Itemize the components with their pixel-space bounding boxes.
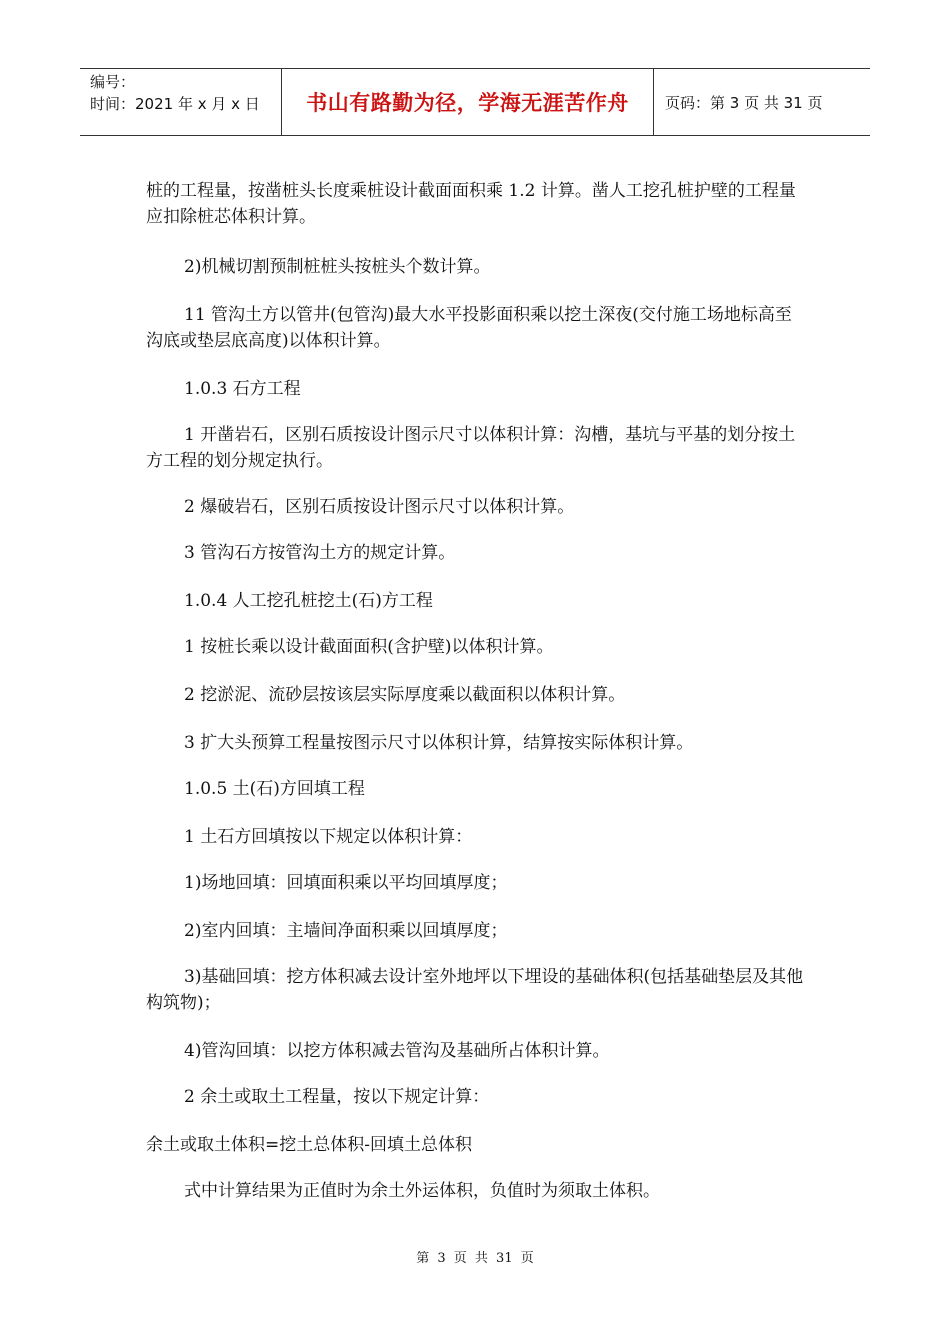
paragraph: 3 管沟石方按管沟土方的规定计算。 [184, 543, 456, 563]
page-footer [0, 1247, 950, 1266]
paragraph: 11 管沟土方以管井(包管沟)最大水平投影面积乘以挖土深夜(交付施工场地标高至沟底或垫层底高度)以体积计算。 [146, 305, 792, 351]
paragraph: 2 余土或取土工程量，按以下规定计算： [184, 1087, 490, 1107]
header-motto: 书山有路勤为径，学海无涯苦作舟 [306, 91, 629, 115]
paragraph: 2 爆破岩石，区别石质按设计图示尺寸以体积计算。 [184, 497, 575, 517]
document-date-label: 时间：2021 年 x 月 x 日 [90, 95, 260, 113]
paragraph: 1 土石方回填按以下规定以体积计算： [184, 827, 473, 847]
header-meta [80, 69, 280, 135]
paragraph: 3)基础回填：挖方体积减去设计室外地坪以下埋设的基础体积(包括基础垫层及其他构筑物)； [146, 967, 804, 1013]
section-heading: 1.0.5 土(石)方回填工程 [184, 779, 365, 799]
paragraph: 2)室内回填：主墙间净面积乘以回填厚度； [184, 921, 508, 941]
section-heading: 1.0.4 人工挖孔桩挖土(石)方工程 [184, 591, 433, 611]
document-number-label: 编号： [90, 73, 136, 91]
header-page-number: 页码：第 3 页 共 31 页 [665, 93, 823, 112]
paragraph: 桩的工程量，按凿桩头长度乘桩设计截面面积乘 1.2 计算。凿人工挖孔桩护壁的工程量应扣除桩芯体积计算。 [146, 181, 796, 227]
paragraph: 3 扩大头预算工程量按图示尺寸以体积计算，结算按实际体积计算。 [184, 733, 694, 753]
footer-page-number: 第 3 页 共 31 页 [416, 1251, 534, 1266]
header-page-cell [655, 69, 870, 135]
paragraph: 4)管沟回填：以挖方体积减去管沟及基础所占体积计算。 [184, 1041, 610, 1061]
paragraph: 1 开凿岩石，区别石质按设计图示尺寸以体积计算：沟槽，基坑与平基的划分按土方工程的划分规定执行。 [146, 425, 796, 471]
paragraph: 1)场地回填：回填面积乘以平均回填厚度； [184, 873, 508, 893]
paragraph: 2 挖淤泥、流砂层按该层实际厚度乘以截面积以体积计算。 [184, 685, 626, 705]
paragraph: 2)机械切割预制桩桩头按桩头个数计算。 [184, 257, 491, 277]
header-motto-cell [281, 69, 654, 135]
formula-line: 余土或取土体积=挖土总体积-回填土总体积 [146, 1135, 472, 1155]
section-heading: 1.0.3 石方工程 [184, 379, 301, 399]
paragraph: 1 按桩长乘以设计截面面积(含护壁)以体积计算。 [184, 637, 554, 657]
paragraph: 式中计算结果为正值时为余土外运体积，负值时为须取土体积。 [184, 1181, 660, 1201]
page-header [80, 68, 870, 136]
